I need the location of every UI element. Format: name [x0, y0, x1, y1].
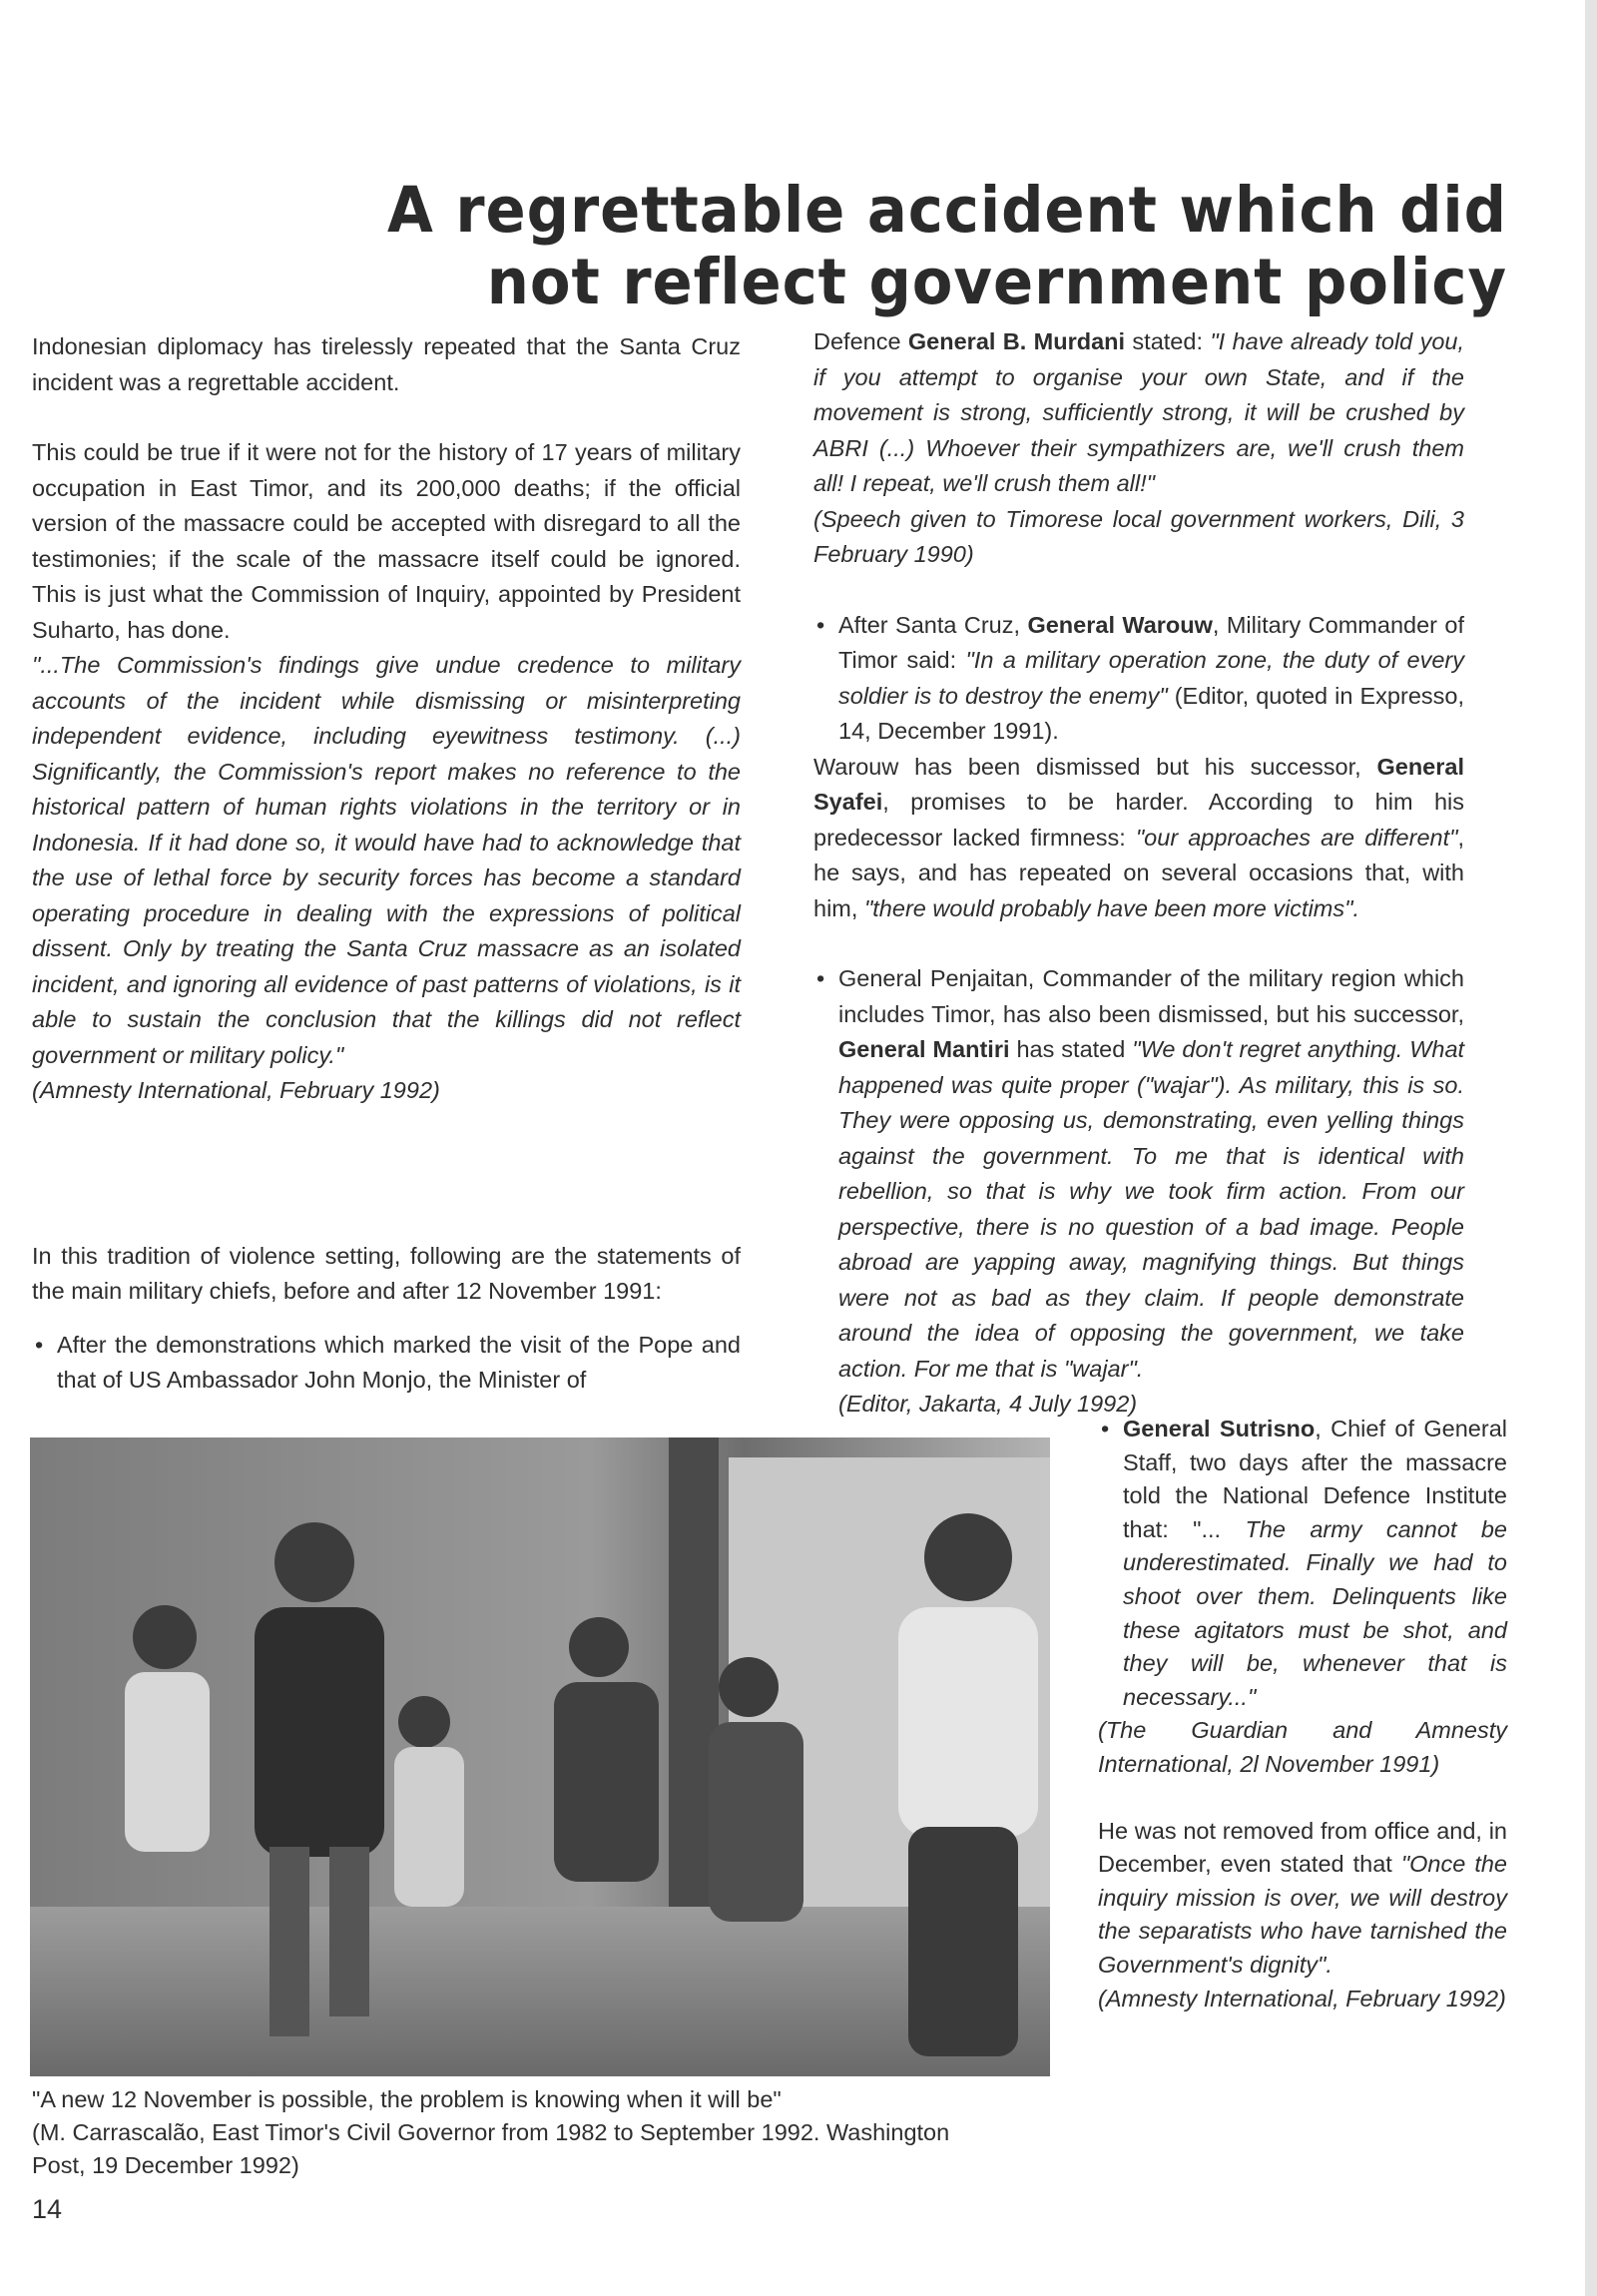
figure-leg [269, 1847, 309, 2036]
left-column [32, 329, 741, 1399]
amnesty-quote: "...The Commission's findings give undue credence to military accounts of the incident while dismissing or misinterpreting independent evidence, including eyewitness testimony. (...) Significantly, the Commission's report makes no reference to the historical pattern of human rights violations in the territory or in Indonesia. If it had done so, it would have had to acknowledge that the use of lethal force by security forces has become a standard operating procedure in dealing with the expressions of political dissent. Only by treating the Santa Cruz massacre as an isolated incident, and ignoring all evidence of past patterns of violations, is it able to sustain the conclusion that the killings did not reflect government or military policy." [32, 652, 741, 1068]
syafei-paragraph [813, 750, 1464, 927]
sutrisno-followup [1098, 1815, 1507, 1983]
murdani-name: General B. Murdani [907, 328, 1126, 354]
followup-source: (Amnesty International, February 1992) [1098, 1985, 1506, 2011]
warouw-source: (Editor, quoted in Expresso, 14, December 1991). [838, 682, 1464, 744]
mantiri-source: (Editor, Jakarta, 4 July 1992) [838, 1391, 1138, 1417]
figure-leg [329, 1847, 369, 2016]
photo-ground [30, 1907, 1050, 2076]
figure-head [569, 1617, 629, 1677]
page-edge-shadow [1585, 0, 1597, 2296]
sutrisno-source: (The Guardian and Amnesty International, 2l November 1991) [1098, 1717, 1507, 1777]
mantiri-quote: "We don't regret anything. What happened was quite proper ("wajar"). As military, this is so. They were opposing us, demonstrating, even yelling things against the government. To me that is identical with rebellion, so that is why we took firm action. From our perspective, there is no question of a bad image. People abroad are yapping away, magnifying things. But things were not as bad as they claim. If people demonstrate around the idea of opposing the government, we take action. For me that is "wajar". [838, 1036, 1465, 1382]
figure-head [719, 1657, 779, 1717]
syafei-quote-2: "there would probably have been more victims". [863, 894, 1360, 921]
murdani-said: stated: [1132, 328, 1203, 354]
bullet-murdani-start: • After the demonstrations which marked the visit of the Pope and that of US Ambassador John Monjo, the Minister of [32, 1328, 741, 1399]
warouw-quote: "In a military operation zone, the duty of every soldier is to destroy the enemy" [838, 647, 1465, 709]
mantiri-name: General Mantiri [838, 1036, 1010, 1062]
figure-head [133, 1605, 197, 1669]
syafei-mid: , promises to be harder. According to him his predecessor lacked firmness: [813, 789, 1464, 851]
intro-paragraph: Indonesian diplomacy has tirelessly repeated that the Santa Cruz incident was a regrettable accident. [32, 333, 741, 395]
history-paragraph: This could be true if it were not for the history of 17 years of military occupation in East Timor, and its 200,000 deaths; if the official version of the massacre could be accepted with disregard to all the testimonies; if the scale of the massacre itself could be ignored. This is just what the Commission of Inquiry, appointed by President Suharto, has done. [32, 439, 741, 643]
article-title: A regrettable accident which did not reflect government policy [387, 174, 1507, 318]
followup-quote: "Once the inquiry mission is over, we will destroy the separatists who have tarnished the Government's dignity". [1098, 1851, 1507, 1978]
murdani-source: (Speech given to Timorese local government workers, Dili, 3 February 1990) [813, 505, 1464, 567]
bullet-mantiri [813, 961, 1464, 1387]
figure-body [709, 1722, 803, 1922]
tradition-paragraph: In this tradition of violence setting, following are the statements of the main military chiefs, before and after 12 November 1991: [32, 1242, 741, 1304]
page-number: 14 [32, 2194, 63, 2224]
warouw-role: , Military Commander of Timor said: [838, 611, 1464, 673]
murdani-quote: "I have already told you, if you attempt to organise your own State, and if the movement is strong, sufficiently strong, it will be crushed by ABRI (...) Whoever their sympathizers are, we'll crush them all! I repeat, we'll crush them all!" [813, 328, 1465, 496]
syafei-quote-1: "our approaches are different" [1135, 824, 1458, 851]
right-column [813, 324, 1464, 1423]
warouw-lead: After Santa Cruz, [838, 611, 1021, 638]
figure-legs [908, 1827, 1018, 2056]
sutrisno-quote: The army cannot be underestimated. Finally we had to shoot over them. Delinquents like these agitators must be shot, and they will be, whenever that is necessary..." [1123, 1515, 1508, 1710]
sutrisno-lead: , Chief of General Staff, two days after the massacre told the National Defence Institute that: "... [1123, 1416, 1507, 1542]
figure-body [554, 1682, 659, 1882]
figure-head [398, 1696, 450, 1748]
syafei-name: General Syafei [813, 753, 1464, 815]
sutrisno-column [1098, 1413, 1507, 2015]
mantiri-said: has stated [1016, 1036, 1126, 1062]
demonstration-photo [30, 1437, 1050, 2076]
caption-quote: "A new 12 November is possible, the problem is knowing when it will be" [32, 2086, 782, 2112]
bullet-warouw [813, 608, 1464, 750]
murdani-lead: Defence [813, 328, 901, 354]
syafei-lead: Warouw has been dismissed but his successor, [813, 753, 1361, 780]
figure-body [394, 1747, 464, 1907]
mantiri-lead: General Penjaitan, Commander of the military region which includes Timor, has also been dismissed, but his successor, [838, 965, 1464, 1027]
warouw-name: General Warouw [1027, 611, 1213, 638]
figure-head [274, 1522, 354, 1602]
caption-attribution-1: (M. Carrascalão, East Timor's Civil Governor from 1982 to September 1992. Washington [32, 2119, 950, 2145]
figure-head [924, 1513, 1012, 1601]
syafei-mid-2: , he says, and has repeated on several occasions that, with him, [813, 824, 1464, 921]
caption-attribution-2: Post, 19 December 1992) [32, 2152, 299, 2178]
followup-lead: He was not removed from office and, in December, even stated that [1098, 1817, 1507, 1878]
amnesty-quote-source: (Amnesty International, February 1992) [32, 1077, 440, 1103]
photo-drawing [30, 1437, 1050, 2076]
photo-caption [32, 2083, 1090, 2182]
bullet-sutrisno [1098, 1413, 1507, 1714]
murdani-statement [813, 324, 1464, 502]
figure-body [255, 1607, 384, 1857]
figure-body [898, 1607, 1038, 1837]
sutrisno-name: General Sutrisno [1123, 1416, 1316, 1441]
figure-body [125, 1672, 210, 1852]
